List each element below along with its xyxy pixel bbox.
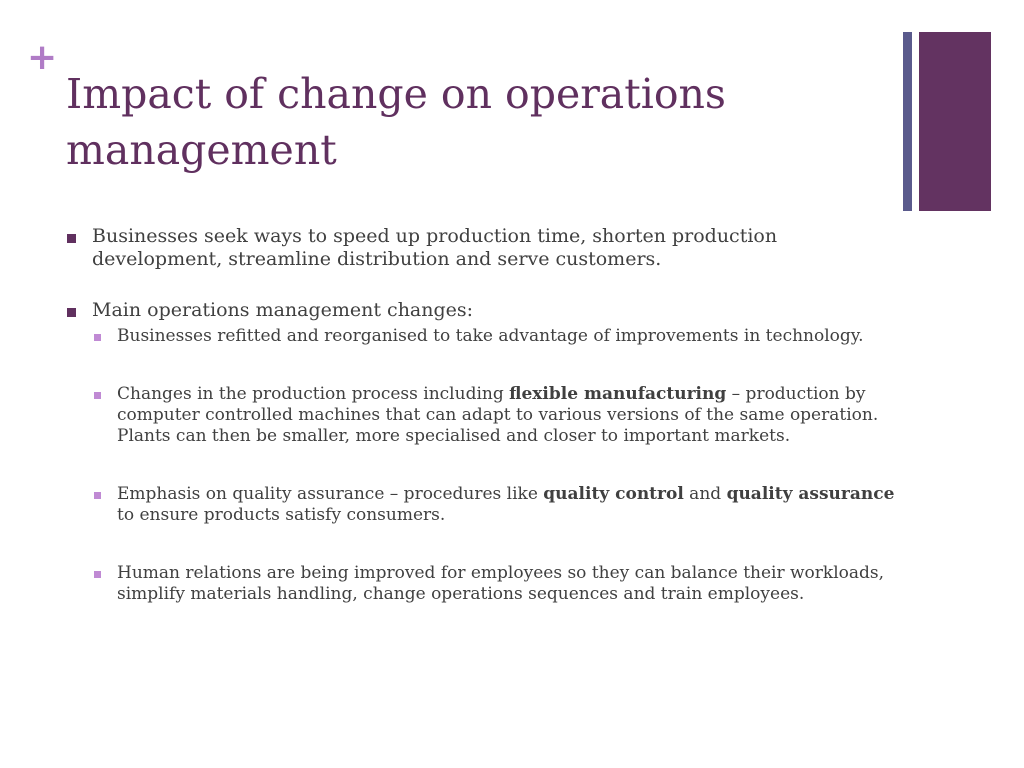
square-bullet-icon xyxy=(94,334,101,341)
sub-bullet-text: Changes in the production process including flexible manufacturing – production by computer controlled machines that can adapt to various versions of the same operation. Plants can then be smaller, more specialised and closer to important markets. xyxy=(117,384,879,446)
slide-content xyxy=(66,225,896,605)
bold-term: quality control xyxy=(543,484,684,504)
bullet-item xyxy=(66,299,896,322)
sub-bullet-item xyxy=(92,326,896,347)
square-bullet-icon xyxy=(94,392,101,399)
bullet-text: Businesses seek ways to speed up production time, shorten production development, streamline distribution and serve customers. xyxy=(92,225,778,270)
square-bullet-icon xyxy=(67,234,76,243)
decorative-bar-thin xyxy=(903,32,912,211)
slide-title: Impact of change on operations management xyxy=(66,70,726,174)
sub-bullet-item xyxy=(92,484,896,526)
square-bullet-icon xyxy=(94,571,101,578)
sub-bullet-item xyxy=(92,384,896,447)
plus-icon: + xyxy=(27,37,58,78)
square-bullet-icon xyxy=(94,492,101,499)
bullet-text: Main operations management changes: xyxy=(92,299,474,321)
bullet-item xyxy=(66,225,896,271)
square-bullet-icon xyxy=(67,308,76,317)
sub-bullet-item xyxy=(92,563,896,605)
sub-bullet-text: Human relations are being improved for employees so they can balance their workloads, simplify materials handling, change operations sequences and train employees. xyxy=(117,563,885,604)
decorative-bar-wide xyxy=(919,32,991,211)
sub-bullet-text: Businesses refitted and reorganised to take advantage of improvements in technology. xyxy=(117,326,864,346)
bold-term: flexible manufacturing xyxy=(509,384,727,404)
sub-bullet-text: Emphasis on quality assurance – procedures like quality control and quality assurance to ensure products satisfy consumers. xyxy=(117,484,895,525)
bold-term: quality assurance xyxy=(726,484,895,504)
